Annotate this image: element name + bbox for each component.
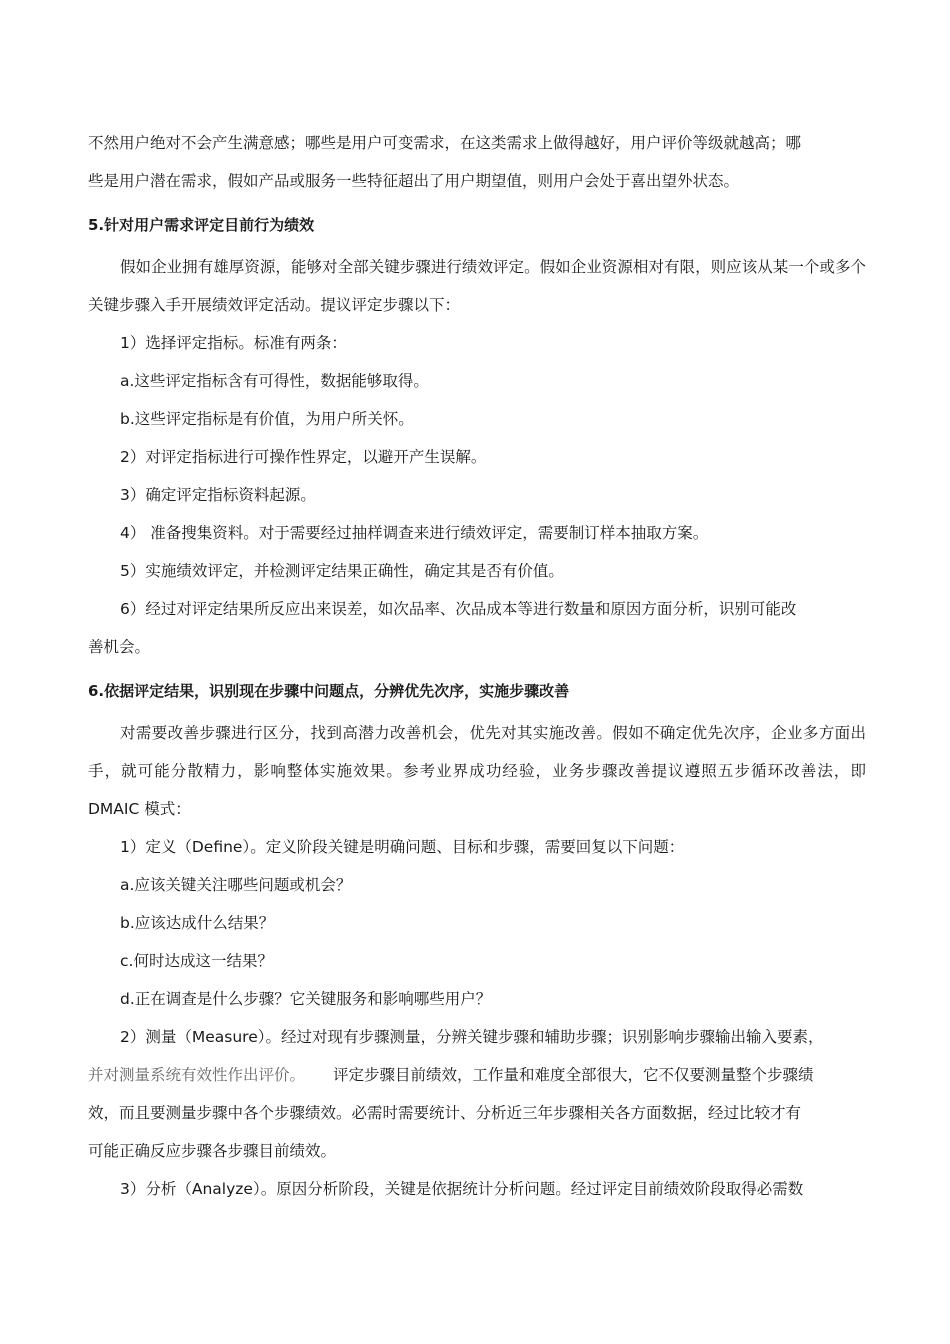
section-5-item: b.这些评定指标是有价值，为用户所关怀。: [120, 410, 414, 428]
section-5-item: 5）实施绩效评定，并检测评定结果正确性，确定其是否有价值。: [120, 562, 564, 580]
section-5-item-6-line-1: 6）经过对评定结果所反应出来误差，如次品率、次品成本等进行数量和原因方面分析，识别可能改: [120, 600, 797, 618]
section-6-item: b.应该达成什么结果？: [120, 914, 275, 932]
intro-line-1: 不然用户绝对不会产生满意感；哪些是用户可变需求，在这类需求上做得越好，用户评价等级就越高；哪: [88, 134, 802, 152]
section-5-item: 1）选择评定指标。标准有两条：: [120, 334, 347, 352]
measure-line-3: 效，而且要测量步骤中各个步骤绩效。必需时需要统计、分析近三年步骤相关各方面数据，经过比较才有: [88, 1104, 802, 1122]
section-5-item: 4） 准备搜集资料。对于需要经过抽样调查来进行绩效评定，需要制订样本抽取方案。: [120, 524, 709, 542]
section-6-item: 1）定义（Define）。定义阶段关键是明确问题、目标和步骤，需要回复以下问题：: [120, 838, 685, 856]
section-5-item: 3）确定评定指标资料起源。: [120, 486, 316, 504]
section-5-item-6-line-2: 善机会。: [88, 638, 151, 656]
section-6-item: a.应该关键关注哪些问题或机会？: [120, 876, 352, 894]
section-6-item: d.正在调查是什么步骤？它关键服务和影响哪些用户？: [120, 990, 492, 1008]
measure-line-2-rest: 评定步骤目前绩效，工作量和难度全部很大，它不仅要测量整个步骤绩: [333, 1066, 814, 1084]
section-5-heading: 5.针对用户需求评定目前行为绩效: [88, 216, 315, 234]
measure-line-2: [88, 1056, 866, 1094]
intro-line-2: 些是用户潜在需求，假如产品或服务一些特征超出了用户期望值，则用户会处于喜出望外状态。: [88, 172, 740, 190]
measure-line-4: 可能正确反应步骤各步骤目前绩效。: [88, 1142, 337, 1160]
measure-line-2-gray: 并对测量系统有效性作出评价。: [88, 1066, 306, 1084]
measure-line-1: 2）测量（Measure）。经过对现有步骤测量，分辨关键步骤和辅助步骤；识别影响步骤输出输入要素，: [120, 1028, 824, 1046]
section-5-item: 2）对评定指标进行可操作性界定，以避开产生误解。: [120, 448, 487, 466]
section-5-intro: 假如企业拥有雄厚资源，能够对全部关键步骤进行绩效评定。假如企业资源相对有限，则应该从某一个或多个关键步骤入手开展绩效评定活动。提议评定步骤以下：: [88, 258, 866, 314]
section-6-heading: 6.依据评定结果，识别现在步骤中问题点，分辨优先次序，实施步骤改善: [88, 682, 570, 700]
section-6-item: c.何时达成这一结果？: [120, 952, 273, 970]
section-6-intro: 对需要改善步骤进行区分，找到高潜力改善机会，优先对其实施改善。假如不确定优先次序，企业多方面出手，就可能分散精力，影响整体实施效果。参考业界成功经验，业务步骤改善提议遵照五步循环改善法，即 DMAIC 模式：: [88, 724, 866, 818]
section-5-item: a.这些评定指标含有可得性，数据能够取得。: [120, 372, 429, 390]
analyze-line-1: 3）分析（Analyze）。原因分析阶段，关键是依据统计分析问题。经过评定目前绩效阶段取得必需数: [120, 1180, 804, 1198]
